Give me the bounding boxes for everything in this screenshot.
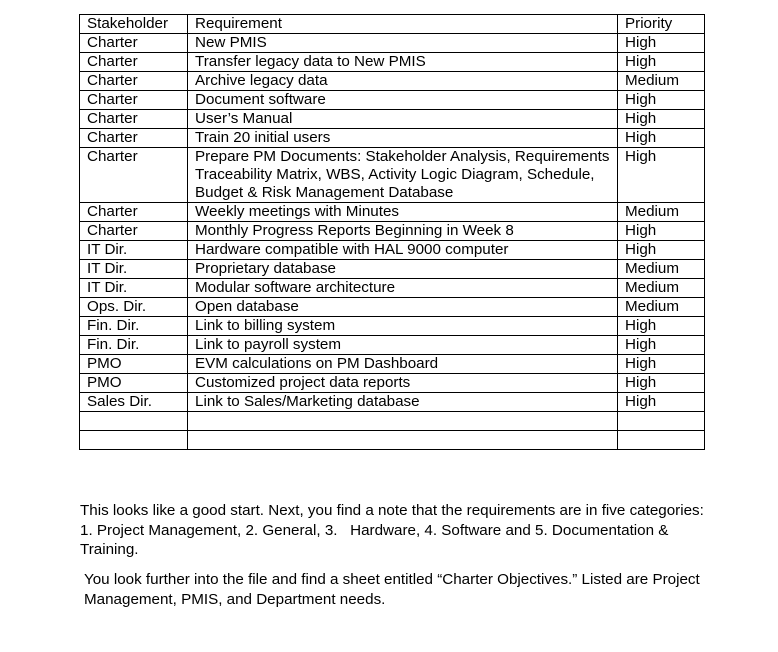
table-row xyxy=(80,279,705,298)
cell-requirement: Weekly meetings with Minutes xyxy=(188,203,618,222)
table-row xyxy=(80,298,705,317)
table-row xyxy=(80,222,705,241)
cell-priority: Medium xyxy=(618,279,705,298)
table-row xyxy=(80,34,705,53)
cell-stakeholder: Charter xyxy=(80,203,188,222)
table-row xyxy=(80,260,705,279)
cell-stakeholder: Charter xyxy=(80,222,188,241)
cell-requirement: Link to Sales/Marketing database xyxy=(188,393,618,412)
table-row xyxy=(80,355,705,374)
cell-requirement: Link to billing system xyxy=(188,317,618,336)
cell-stakeholder: PMO xyxy=(80,374,188,393)
cell-priority: Medium xyxy=(618,72,705,91)
table-row xyxy=(80,203,705,222)
cell-priority: High xyxy=(618,241,705,260)
cell-requirement xyxy=(188,412,618,431)
table-row xyxy=(80,412,705,431)
cell-requirement: New PMIS xyxy=(188,34,618,53)
cell-requirement: Train 20 initial users xyxy=(188,129,618,148)
cell-stakeholder xyxy=(80,431,188,450)
cell-stakeholder: Charter xyxy=(80,34,188,53)
cell-requirement: Open database xyxy=(188,298,618,317)
header-requirement: Requirement xyxy=(188,15,618,34)
cell-stakeholder: Charter xyxy=(80,148,188,203)
cell-priority: Medium xyxy=(618,203,705,222)
header-priority: Priority xyxy=(618,15,705,34)
table-row xyxy=(80,336,705,355)
requirements-table xyxy=(79,14,705,450)
cell-stakeholder: Charter xyxy=(80,110,188,129)
cell-requirement: Transfer legacy data to New PMIS xyxy=(188,53,618,72)
cell-stakeholder: IT Dir. xyxy=(80,260,188,279)
cell-requirement: Monthly Progress Reports Beginning in Week 8 xyxy=(188,222,618,241)
cell-priority: High xyxy=(618,91,705,110)
cell-requirement: Modular software architecture xyxy=(188,279,618,298)
header-stakeholder: Stakeholder xyxy=(80,15,188,34)
table-row xyxy=(80,241,705,260)
cell-stakeholder: Fin. Dir. xyxy=(80,336,188,355)
cell-requirement: Document software xyxy=(188,91,618,110)
table-row xyxy=(80,129,705,148)
cell-stakeholder: PMO xyxy=(80,355,188,374)
cell-stakeholder: Charter xyxy=(80,53,188,72)
cell-stakeholder xyxy=(80,412,188,431)
cell-requirement: User’s Manual xyxy=(188,110,618,129)
cell-priority: Medium xyxy=(618,260,705,279)
cell-priority: High xyxy=(618,34,705,53)
cell-priority: High xyxy=(618,317,705,336)
cell-priority: High xyxy=(618,336,705,355)
table-row xyxy=(80,148,705,203)
paragraph-categories: This looks like a good start. Next, you find a note that the requirements are in five categories: 1. Project Management, 2. General, 3. Hardware, 4. Software and 5. Documentation & Training. xyxy=(80,502,704,558)
cell-stakeholder: Sales Dir. xyxy=(80,393,188,412)
cell-priority: High xyxy=(618,53,705,72)
cell-priority: High xyxy=(618,374,705,393)
cell-priority: High xyxy=(618,110,705,129)
table-row xyxy=(80,110,705,129)
table-row xyxy=(80,393,705,412)
cell-priority xyxy=(618,412,705,431)
cell-stakeholder: Ops. Dir. xyxy=(80,298,188,317)
cell-requirement xyxy=(188,431,618,450)
cell-requirement: Customized project data reports xyxy=(188,374,618,393)
cell-priority: High xyxy=(618,355,705,374)
cell-priority: Medium xyxy=(618,298,705,317)
table-header-row xyxy=(80,15,705,34)
cell-stakeholder: Fin. Dir. xyxy=(80,317,188,336)
cell-priority: High xyxy=(618,129,705,148)
cell-requirement: Proprietary database xyxy=(188,260,618,279)
cell-requirement: Archive legacy data xyxy=(188,72,618,91)
cell-stakeholder: IT Dir. xyxy=(80,241,188,260)
cell-stakeholder: IT Dir. xyxy=(80,279,188,298)
cell-priority: High xyxy=(618,222,705,241)
cell-stakeholder: Charter xyxy=(80,129,188,148)
table-row xyxy=(80,53,705,72)
table-row xyxy=(80,374,705,393)
cell-requirement: Prepare PM Documents: Stakeholder Analysis, Requirements Traceability Matrix, WBS, Activity Logic Diagram, Schedule, Budget & Risk Management Database xyxy=(188,148,618,203)
cell-priority: High xyxy=(618,393,705,412)
table-row xyxy=(80,431,705,450)
table-row xyxy=(80,91,705,110)
table-row xyxy=(80,72,705,91)
cell-requirement: EVM calculations on PM Dashboard xyxy=(188,355,618,374)
cell-stakeholder: Charter xyxy=(80,91,188,110)
cell-requirement: Link to payroll system xyxy=(188,336,618,355)
cell-priority xyxy=(618,431,705,450)
paragraph-charter-objectives: You look further into the file and find a sheet entitled “Charter Objectives.” Listed are Project Management, PMIS, and Department needs. xyxy=(84,571,700,608)
cell-stakeholder: Charter xyxy=(80,72,188,91)
cell-priority: High xyxy=(618,148,705,203)
table-row xyxy=(80,317,705,336)
cell-requirement: Hardware compatible with HAL 9000 computer xyxy=(188,241,618,260)
